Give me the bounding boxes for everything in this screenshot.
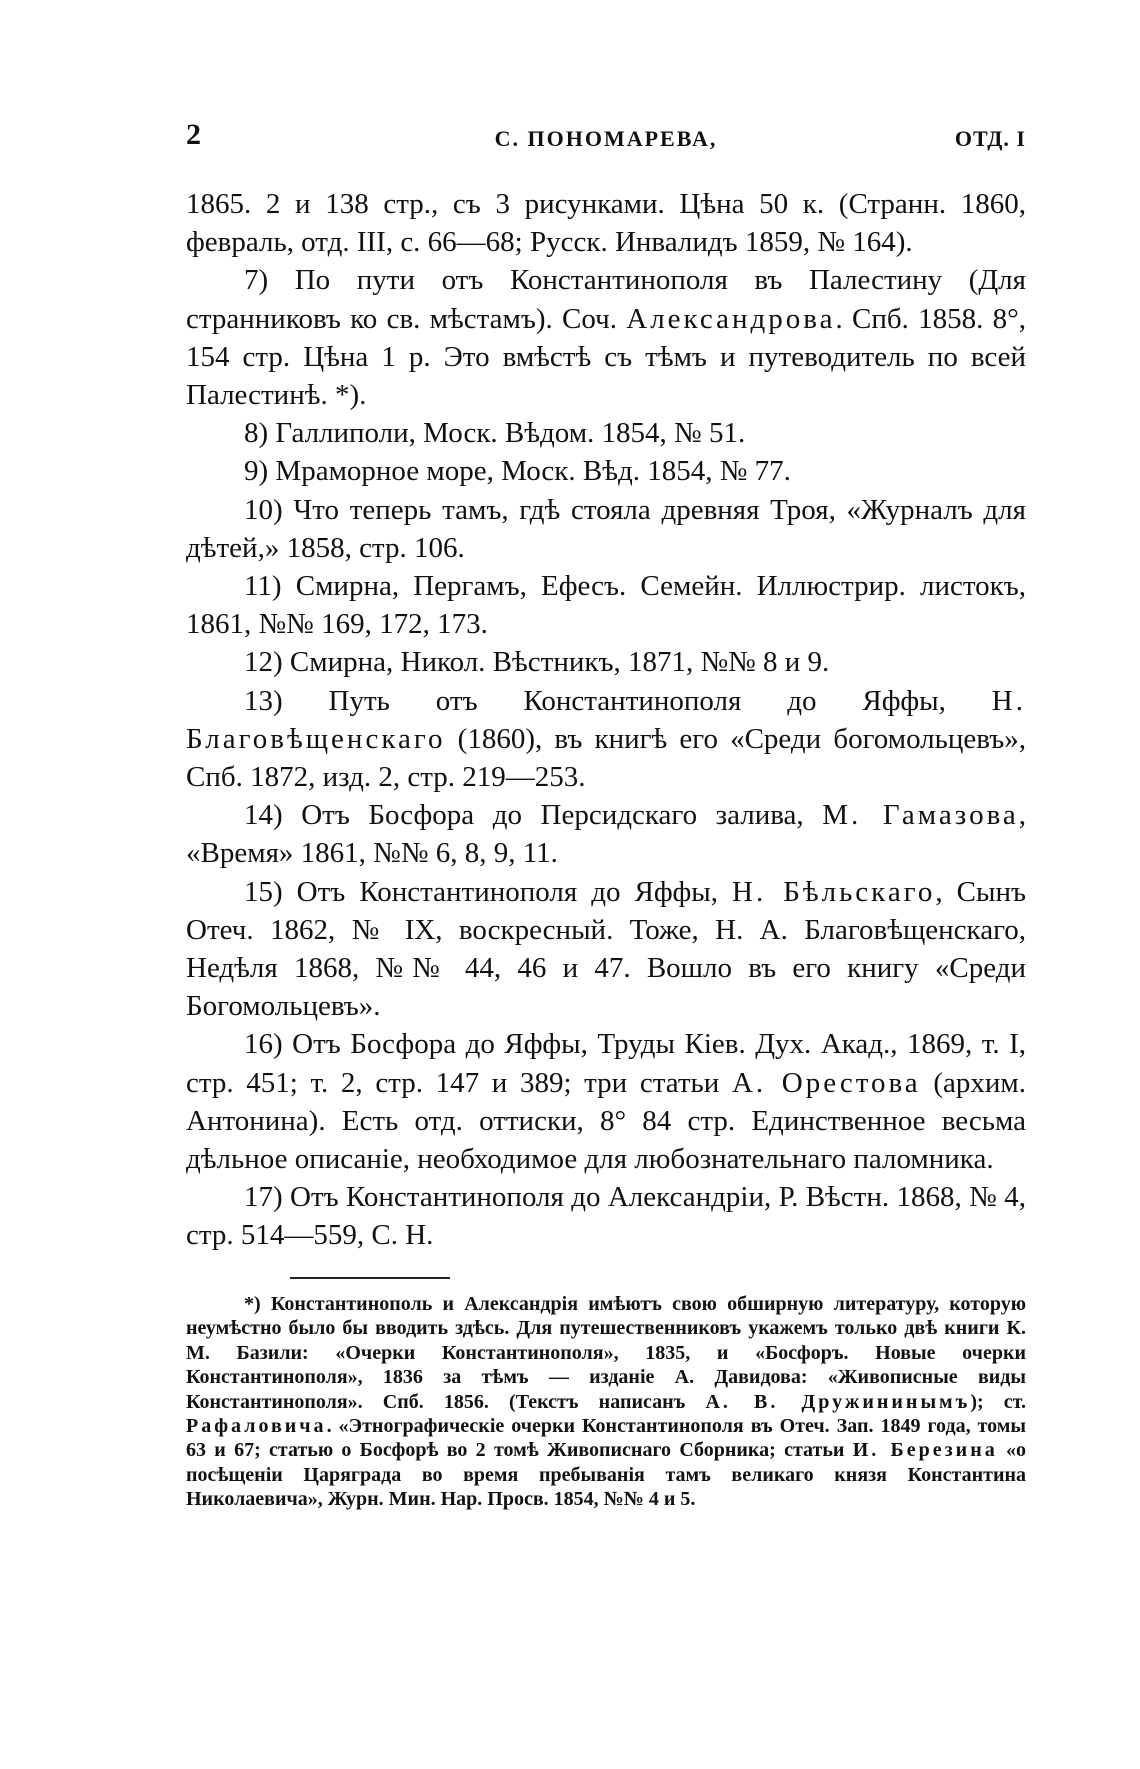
entry-text: 14) Отъ Босфора до Персидскаго залива, [244,799,823,832]
entry-text: 8) Галлиполи, Моск. Вѣдом. 1854, № 51. [244,417,746,450]
footnote-author: Рафаловича [186,1415,327,1438]
footnote-part: ); ст. [970,1390,1026,1413]
entry-text: , «Время» 1861, №№ 6, 8, 9, 11. [186,799,1026,870]
footnote [186,1292,1026,1512]
entry-16 [186,1025,1026,1178]
entry-text: 7) По пути отъ Константинополя въ Палестину (Для странниковъ ко св. мѣстамъ). Соч. [186,264,1026,335]
entry-text: 11) Смирна, Пергамъ, Ефесъ. Семейн. Иллюстрир. листокъ, 1861, №№ 169, 172, 173. [186,570,1026,641]
footnote-part: «о посѣщеніи Царяграда во время пребыванія тамъ великаго князя Константина Николаевича», Журн. Мин. Нар. Просв. 1854, №№ 4 и 5. [186,1439,1027,1511]
entry-text: 17) Отъ Константинополя до Александріи, Р. Вѣстн. 1868, № 4, стр. 514—559, С. Н. [186,1181,1026,1252]
entry-8 [186,414,1026,452]
entry-author: А. Орестова [731,1066,921,1099]
entry-text: (1860), въ книгѣ его «Среди богомольцевъ», Спб. 1872, изд. 2, стр. 219—253. [186,722,1026,794]
footnote-text [186,1292,1026,1512]
entry-12 [186,643,1026,681]
entry-text: 9) Мраморное море, Моск. Вѣд. 1854, № 77. [244,455,791,488]
entry-17 [186,1178,1026,1254]
footnote-part: *) Константинополь и Александрія имѣютъ свою обширную литературу, которую неумѣстно было бы вводить здѣсь. Для путешественниковъ укажемъ только двѣ книги К. М. Базили: «Очерки Константинополя», 1835, и «Босфоръ. Новые очерки Константинополя», 1836 за тѣмъ — изданіе А. Давидова: «Живописные виды Константинополя». Спб. 1856. (Текстъ написанъ [186,1293,1026,1413]
section-label: ОТД. I [954,126,1026,151]
entry-15 [186,873,1026,1026]
entry-text: . Спб. 1858. 8°, 154 стр. Цѣна 1 р. Это вмѣстѣ съ тѣмъ и путеводитель по всей Палестинѣ. *). [186,302,1026,412]
entry-author: М. Гамазова [822,799,1019,832]
entry-13 [186,682,1026,797]
entry-text: 13) Путь отъ Константинополя до Яффы, [244,684,992,717]
entry-11 [186,567,1026,643]
running-title: С. ПОНОМАРЕВА, [494,126,718,151]
entry-14 [186,796,1026,872]
entry-author: Н. Благовѣщенскаго [186,684,1026,755]
page-number: 2 [186,118,201,151]
main-text [186,185,1026,1255]
entry-9 [186,452,1026,490]
running-header [186,118,1026,158]
entry-text: 12) Смирна, Никол. Вѣстникъ, 1871, №№ 8 и 9. [244,646,830,679]
footnote-part: . «Этнографическіе очерки Константинополя въ Отеч. Зап. 1849 года, томы 63 и 67; статью о Босфорѣ во 2 томѣ Живописнаго Сборника; статьи [186,1415,1026,1462]
entry-text: 16) Отъ Босфора до Яффы, Труды Кіев. Дух. Акад., 1869, т. I, стр. 451; т. 2, стр. 147 и 389; три статьи [186,1028,1026,1099]
entry-text: 10) Что теперь тамъ, гдѣ стояла древняя Троя, «Журналъ для дѣтей,» 1858, стр. 106. [186,493,1026,564]
footnote-author: И. Березина [852,1439,998,1462]
footnote-author: А. В. Дружининымъ [705,1390,971,1413]
entry-continuation: 1865. 2 и 138 стр., съ 3 рисунками. Цѣна 50 к. (Странн. 1860, февраль, отд. III, с. 66—68; Русск. Инвалидъ 1859, № 164). [186,188,1026,259]
entry-text: 15) Отъ Константинополя до Яффы, [244,875,732,908]
entry-author: Александрова [626,302,836,335]
entry-text: (архим. Антонина). Есть отд. оттиски, 8° 84 стр. Единственное весьма дѣльное описаніе, необходимое для любознательнаго паломника. [186,1066,1026,1176]
entry-7 [186,261,1026,414]
footnote-divider [290,1277,450,1279]
entry-author: Н. Бѣльскаго [732,875,936,908]
entry-text: , Сынъ Отеч. 1862, № IX, воскресный. Тоже, Н. А. Благовѣщенскаго, Недѣля 1868, №№ 44, 46 и 47. Вошло въ его книгу «Среди Богомольцевъ». [186,875,1027,1023]
entry-10 [186,491,1026,567]
